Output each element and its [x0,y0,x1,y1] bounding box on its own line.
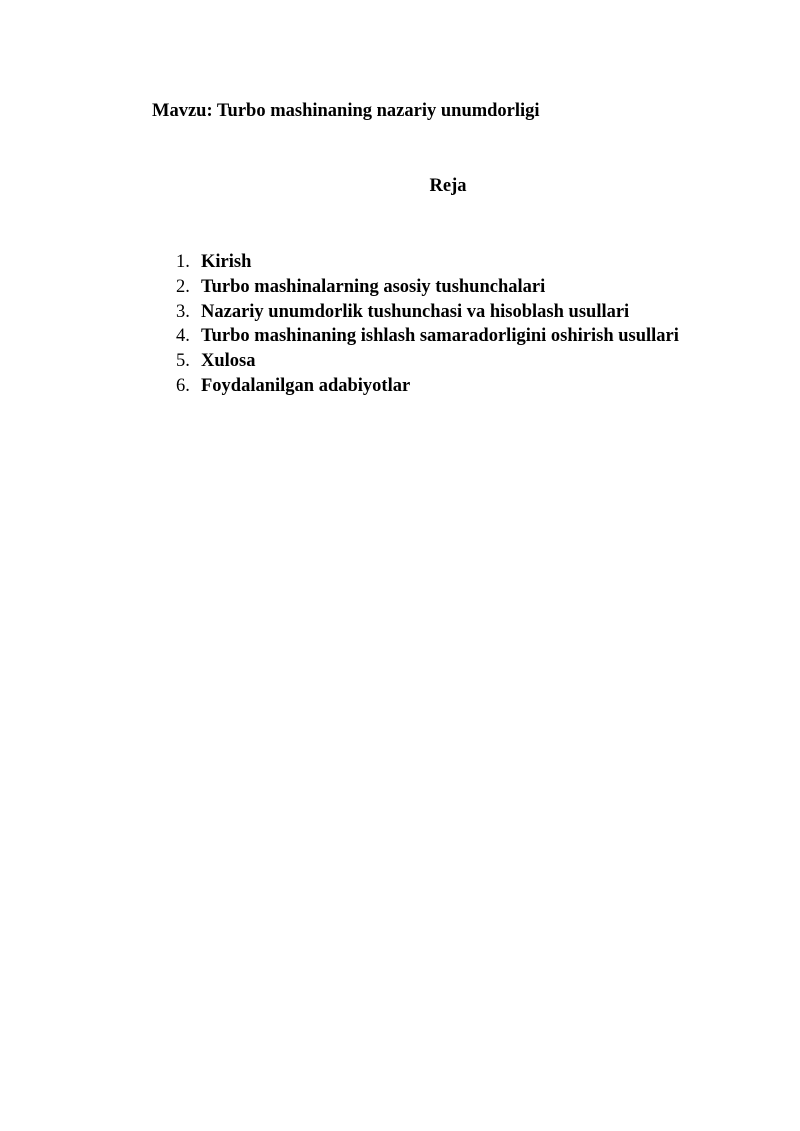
list-item-text: Turbo mashinaning ishlash samaradorligini oshirish usullari [201,326,679,347]
plan-list [176,250,679,399]
list-item [176,324,679,349]
list-item-text: Kirish [201,252,252,272]
list-item-text: Nazariy unumdorlik tushunchasi va hisoblash usullari [201,301,630,322]
list-item-number: 3. [176,301,190,322]
list-item [176,349,679,374]
list-item [176,275,679,300]
list-item-number: 1. [176,252,190,272]
list-item-number: 4. [176,326,190,347]
list-item [176,374,679,399]
list-item [176,300,679,325]
document-title: Mavzu: Turbo mashinaning nazariy unumdorligi [152,101,540,121]
list-item-number: 6. [176,375,190,396]
plan-heading: Reja [429,176,467,196]
list-item-number: 5. [176,351,190,372]
list-item-text: Foydalanilgan adabiyotlar [201,375,411,396]
list-item-number: 2. [176,276,190,297]
list-item-text: Turbo mashinalarning asosiy tushunchalari [201,276,546,297]
list-item [176,250,679,275]
list-item-text: Xulosa [201,351,256,372]
